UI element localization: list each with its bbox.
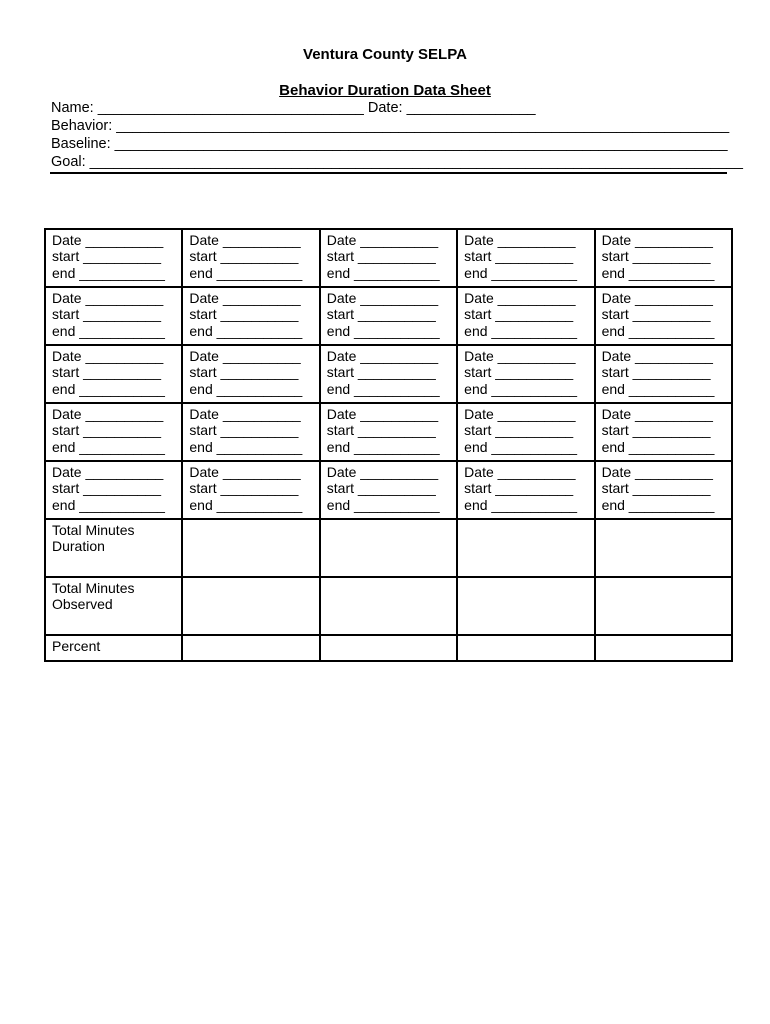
entry-cell[interactable] — [182, 403, 319, 461]
start-line[interactable]: start __________ — [601, 480, 711, 497]
summary-value-cell[interactable] — [182, 519, 319, 577]
entry-cell[interactable] — [595, 287, 732, 345]
date-line[interactable]: Date __________ — [601, 232, 713, 248]
summary-row — [45, 519, 732, 577]
goal-underline — [50, 172, 727, 174]
summary-value-cell[interactable] — [595, 519, 732, 577]
entry-cell[interactable] — [595, 403, 732, 461]
end-line[interactable]: end ___________ — [326, 322, 440, 339]
end-line[interactable]: end ___________ — [601, 322, 715, 339]
end-line[interactable]: end ___________ — [189, 438, 303, 455]
date-line[interactable]: Date __________ — [52, 290, 164, 306]
summary-value-cell[interactable] — [182, 635, 319, 661]
summary-value-cell[interactable] — [595, 577, 732, 635]
entry-cell[interactable] — [457, 461, 594, 519]
date-line[interactable]: Date __________ — [464, 464, 576, 480]
sheet-title: Behavior Duration Data Sheet — [279, 82, 491, 99]
date-line[interactable]: Date __________ — [326, 464, 439, 480]
entry-cell[interactable] — [457, 345, 594, 403]
entry-row — [45, 229, 732, 287]
summary-label: Total Minutes Duration — [45, 519, 182, 577]
end-line[interactable]: end ___________ — [326, 264, 440, 281]
date-line[interactable]: Date __________ — [189, 348, 301, 364]
start-line[interactable]: start __________ — [52, 422, 161, 439]
date-line[interactable]: Date __________ — [601, 464, 713, 480]
end-line[interactable]: end ___________ — [326, 438, 440, 455]
entry-row — [45, 345, 732, 403]
summary-value-cell[interactable] — [595, 635, 732, 661]
date-line[interactable]: Date __________ — [52, 348, 164, 364]
date-line[interactable]: Date __________ — [601, 348, 713, 364]
entry-cell[interactable] — [320, 287, 457, 345]
entry-cell[interactable] — [320, 403, 457, 461]
start-line[interactable]: start __________ — [464, 422, 574, 439]
end-line[interactable]: end ___________ — [189, 380, 303, 397]
end-line[interactable]: end ___________ — [464, 264, 578, 281]
end-line[interactable]: end ___________ — [601, 496, 715, 513]
entry-cell[interactable] — [457, 403, 594, 461]
end-line[interactable]: end ___________ — [326, 380, 440, 397]
summary-label: Percent — [45, 635, 182, 661]
date-line[interactable]: Date __________ — [464, 406, 576, 422]
entry-cell[interactable] — [45, 345, 182, 403]
start-line[interactable]: start __________ — [326, 248, 436, 265]
end-line[interactable]: end ___________ — [601, 264, 715, 281]
date-line[interactable]: Date __________ — [326, 290, 439, 306]
entry-cell[interactable] — [45, 287, 182, 345]
start-line[interactable]: start __________ — [326, 480, 436, 497]
date-line[interactable]: Date __________ — [464, 232, 576, 248]
start-line[interactable]: start __________ — [189, 480, 299, 497]
start-line[interactable]: start __________ — [464, 480, 574, 497]
baseline-field[interactable]: Baseline: ____________________________________________________________________________ — [51, 136, 728, 152]
entry-cell[interactable] — [182, 287, 319, 345]
date-line[interactable]: Date __________ — [601, 290, 713, 306]
date-line[interactable]: Date __________ — [464, 290, 576, 306]
name-date-field[interactable]: Name: _________________________________ Date: ________________ — [51, 100, 536, 116]
start-line[interactable]: start __________ — [601, 248, 711, 265]
entry-cell[interactable] — [320, 461, 457, 519]
table-body — [45, 229, 732, 661]
start-line[interactable]: start __________ — [601, 306, 711, 323]
date-line[interactable]: Date __________ — [189, 464, 301, 480]
date-line[interactable]: Date __________ — [189, 232, 301, 248]
date-line[interactable]: Date __________ — [52, 464, 164, 480]
entry-row — [45, 403, 732, 461]
start-line[interactable]: start __________ — [52, 306, 161, 323]
summary-value-cell[interactable] — [457, 635, 594, 661]
end-line[interactable]: end ___________ — [464, 380, 578, 397]
start-line[interactable]: start __________ — [189, 306, 299, 323]
start-line[interactable]: start __________ — [189, 364, 299, 381]
entry-cell[interactable] — [45, 461, 182, 519]
date-line[interactable]: Date __________ — [326, 232, 439, 248]
summary-value-cell[interactable] — [457, 577, 594, 635]
date-line[interactable]: Date __________ — [601, 406, 713, 422]
start-line[interactable]: start __________ — [326, 364, 436, 381]
end-line[interactable]: end ___________ — [52, 380, 165, 397]
end-line[interactable]: end ___________ — [464, 496, 578, 513]
date-line[interactable]: Date __________ — [52, 406, 164, 422]
start-line[interactable]: start __________ — [464, 364, 574, 381]
summary-value-cell[interactable] — [457, 519, 594, 577]
end-line[interactable]: end ___________ — [189, 496, 303, 513]
entry-row — [45, 287, 732, 345]
start-line[interactable]: start __________ — [326, 422, 436, 439]
start-line[interactable]: start __________ — [326, 306, 436, 323]
goal-field[interactable]: Goal: _________________________________________________________________________________ — [51, 154, 743, 170]
end-line[interactable]: end ___________ — [464, 322, 578, 339]
end-line[interactable]: end ___________ — [601, 438, 715, 455]
date-line[interactable]: Date __________ — [189, 290, 301, 306]
entry-cell[interactable] — [595, 345, 732, 403]
summary-label: Total Minutes Observed — [45, 577, 182, 635]
entry-cell[interactable] — [182, 229, 319, 287]
start-line[interactable]: start __________ — [52, 248, 161, 265]
summary-row — [45, 635, 732, 661]
duration-data-table — [44, 228, 733, 662]
entry-cell[interactable] — [457, 229, 594, 287]
date-line[interactable]: Date __________ — [189, 406, 301, 422]
entry-cell[interactable] — [182, 345, 319, 403]
start-line[interactable]: start __________ — [52, 480, 161, 497]
end-line[interactable]: end ___________ — [189, 264, 303, 281]
start-line[interactable]: start __________ — [52, 364, 161, 381]
summary-row — [45, 577, 732, 635]
start-line[interactable]: start __________ — [189, 422, 299, 439]
end-line[interactable]: end ___________ — [189, 322, 303, 339]
entry-cell[interactable] — [320, 345, 457, 403]
behavior-field[interactable]: Behavior: ____________________________________________________________________________ — [51, 118, 730, 134]
date-line[interactable]: Date __________ — [326, 348, 439, 364]
start-line[interactable]: start __________ — [601, 364, 711, 381]
date-line[interactable]: Date __________ — [52, 232, 164, 248]
entry-cell[interactable] — [182, 461, 319, 519]
summary-value-cell[interactable] — [320, 519, 457, 577]
entry-cell[interactable] — [320, 229, 457, 287]
summary-value-cell[interactable] — [320, 635, 457, 661]
end-line[interactable]: end ___________ — [52, 438, 165, 455]
entry-row — [45, 461, 732, 519]
start-line[interactable]: start __________ — [464, 248, 574, 265]
end-line[interactable]: end ___________ — [52, 322, 165, 339]
org-title: Ventura County SELPA — [303, 46, 467, 63]
start-line[interactable]: start __________ — [464, 306, 574, 323]
end-line[interactable]: end ___________ — [52, 264, 165, 281]
start-line[interactable]: start __________ — [189, 248, 299, 265]
entry-cell[interactable] — [45, 229, 182, 287]
end-line[interactable]: end ___________ — [326, 496, 440, 513]
entry-cell[interactable] — [595, 461, 732, 519]
date-line[interactable]: Date __________ — [326, 406, 439, 422]
end-line[interactable]: end ___________ — [52, 496, 165, 513]
summary-value-cell[interactable] — [182, 577, 319, 635]
end-line[interactable]: end ___________ — [464, 438, 578, 455]
summary-value-cell[interactable] — [320, 577, 457, 635]
entry-cell[interactable] — [45, 403, 182, 461]
date-line[interactable]: Date __________ — [464, 348, 576, 364]
start-line[interactable]: start __________ — [601, 422, 711, 439]
end-line[interactable]: end ___________ — [601, 380, 715, 397]
entry-cell[interactable] — [457, 287, 594, 345]
entry-cell[interactable] — [595, 229, 732, 287]
